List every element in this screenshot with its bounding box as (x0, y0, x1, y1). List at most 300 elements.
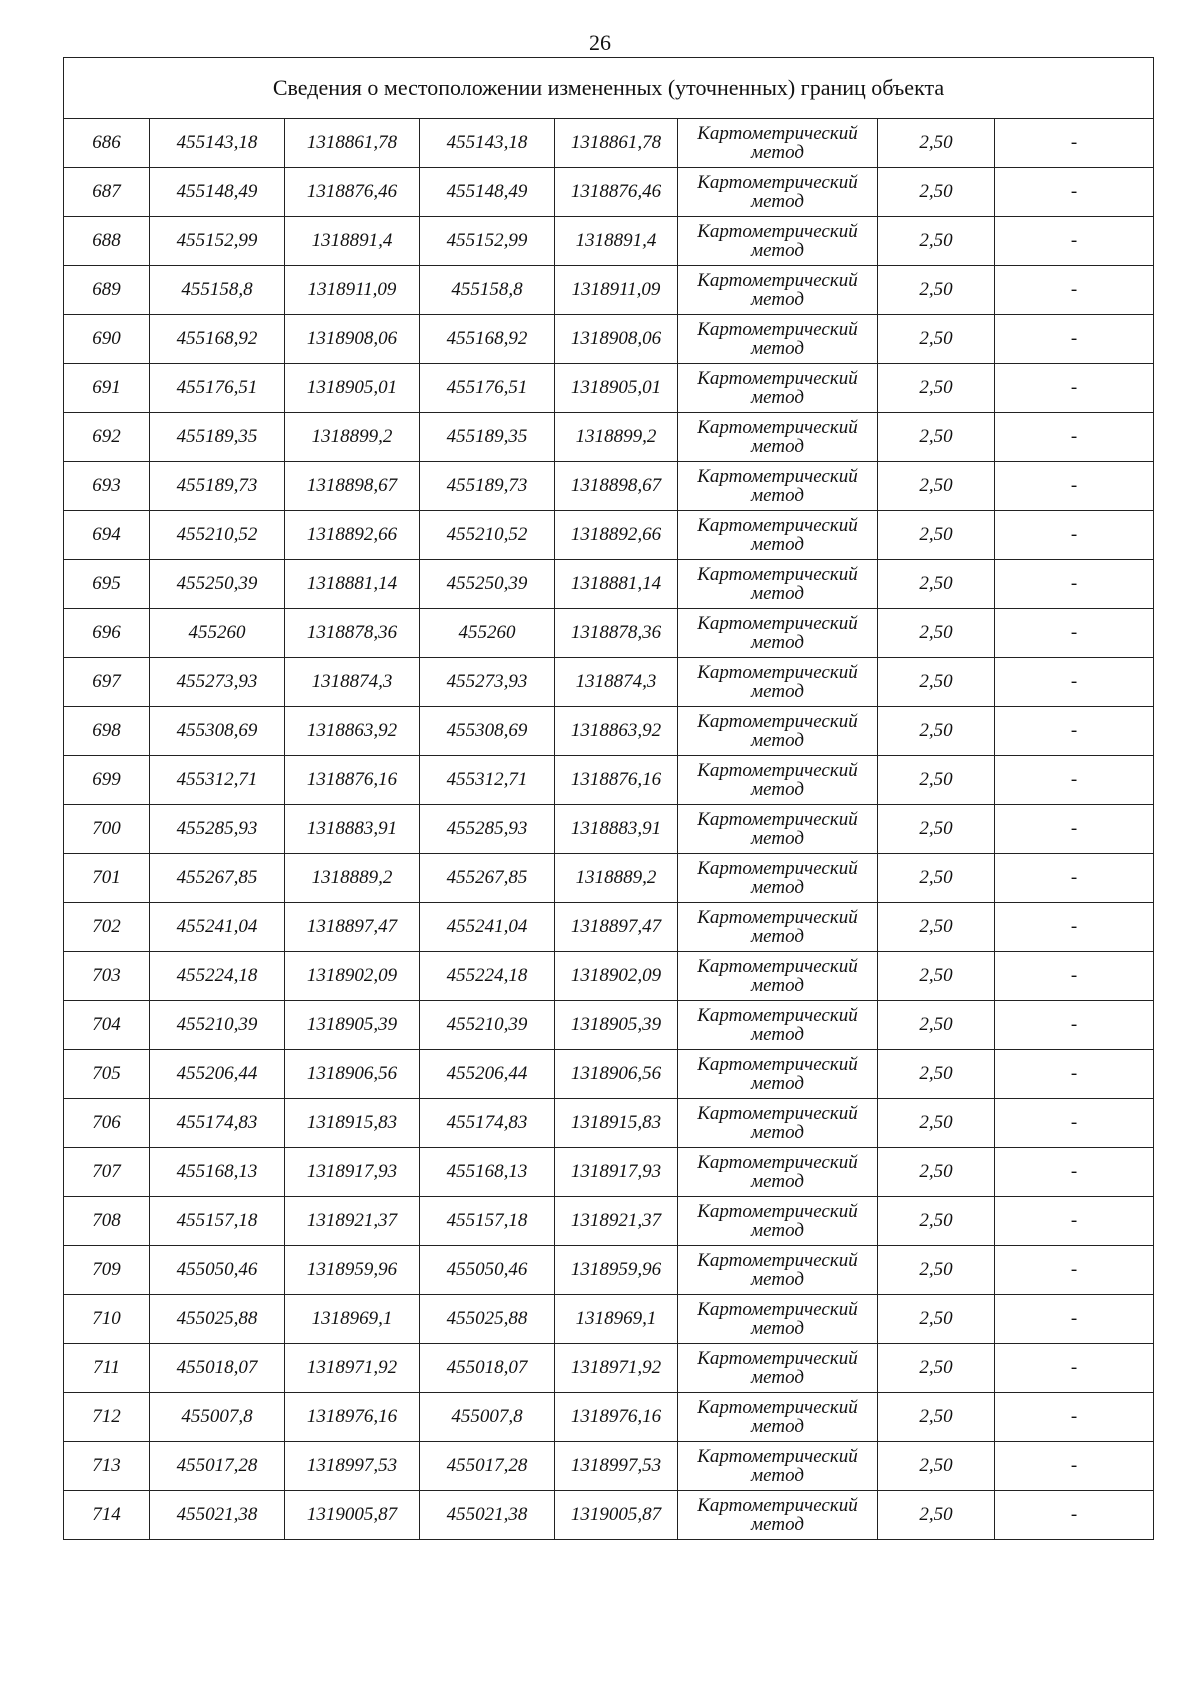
method-line-2: метод (751, 1465, 804, 1486)
existing-x-cell: 455312,71 (150, 756, 285, 805)
note-cell: - (995, 1442, 1154, 1491)
accuracy-cell: 2,50 (878, 413, 995, 462)
table-row (64, 560, 1154, 609)
refined-y-cell: 1318876,16 (555, 756, 678, 805)
accuracy-cell: 2,50 (878, 1295, 995, 1344)
method-cell (678, 364, 878, 413)
refined-y-cell: 1318892,66 (555, 511, 678, 560)
point-number-cell: 687 (64, 168, 150, 217)
point-number-cell: 714 (64, 1491, 150, 1540)
accuracy-cell: 2,50 (878, 364, 995, 413)
method-cell (678, 1099, 878, 1148)
existing-x-cell: 455241,04 (150, 903, 285, 952)
accuracy-cell: 2,50 (878, 1148, 995, 1197)
refined-y-cell: 1318908,06 (555, 315, 678, 364)
note-cell: - (995, 1295, 1154, 1344)
existing-x-cell: 455143,18 (150, 119, 285, 168)
point-number-cell: 703 (64, 952, 150, 1001)
note-cell: - (995, 1197, 1154, 1246)
method-line-2: метод (751, 877, 804, 898)
table-title-row (64, 58, 1154, 119)
note-cell: - (995, 1050, 1154, 1099)
point-number-cell: 691 (64, 364, 150, 413)
existing-y-cell: 1318905,01 (285, 364, 420, 413)
existing-y-cell: 1318889,2 (285, 854, 420, 903)
existing-x-cell: 455176,51 (150, 364, 285, 413)
refined-y-cell: 1318915,83 (555, 1099, 678, 1148)
point-number-cell: 697 (64, 658, 150, 707)
existing-x-cell: 455025,88 (150, 1295, 285, 1344)
method-line-1: Картометрический (697, 1250, 858, 1271)
method-cell (678, 1442, 878, 1491)
table-row (64, 658, 1154, 707)
point-number-cell: 706 (64, 1099, 150, 1148)
method-cell (678, 1491, 878, 1540)
method-line-1: Картометрический (697, 1495, 858, 1516)
method-cell (678, 805, 878, 854)
note-cell: - (995, 658, 1154, 707)
method-line-2: метод (751, 1171, 804, 1192)
method-cell (678, 168, 878, 217)
point-number-cell: 710 (64, 1295, 150, 1344)
table-title: Сведения о местоположении измененных (уточненных) границ объекта (64, 58, 1154, 119)
method-cell (678, 658, 878, 707)
accuracy-cell: 2,50 (878, 854, 995, 903)
existing-x-cell: 455017,28 (150, 1442, 285, 1491)
method-cell (678, 1393, 878, 1442)
existing-x-cell: 455148,49 (150, 168, 285, 217)
refined-x-cell: 455250,39 (420, 560, 555, 609)
table-row (64, 413, 1154, 462)
table-row (64, 217, 1154, 266)
method-cell (678, 1295, 878, 1344)
existing-y-cell: 1318959,96 (285, 1246, 420, 1295)
accuracy-cell: 2,50 (878, 1001, 995, 1050)
method-line-2: метод (751, 1024, 804, 1045)
method-cell (678, 1050, 878, 1099)
method-line-1: Картометрический (697, 760, 858, 781)
method-line-1: Картометрический (697, 417, 858, 438)
method-cell (678, 119, 878, 168)
accuracy-cell: 2,50 (878, 903, 995, 952)
method-line-1: Картометрический (697, 956, 858, 977)
method-line-1: Картометрический (697, 1005, 858, 1026)
table-row (64, 805, 1154, 854)
existing-x-cell: 455168,92 (150, 315, 285, 364)
note-cell: - (995, 952, 1154, 1001)
refined-x-cell: 455157,18 (420, 1197, 555, 1246)
table-row (64, 609, 1154, 658)
existing-y-cell: 1318915,83 (285, 1099, 420, 1148)
refined-y-cell: 1318898,67 (555, 462, 678, 511)
refined-y-cell: 1318878,36 (555, 609, 678, 658)
existing-y-cell: 1318891,4 (285, 217, 420, 266)
existing-x-cell: 455210,52 (150, 511, 285, 560)
table-row (64, 1393, 1154, 1442)
method-line-2: метод (751, 1220, 804, 1241)
method-line-1: Картометрический (697, 515, 858, 536)
note-cell: - (995, 560, 1154, 609)
existing-x-cell: 455021,38 (150, 1491, 285, 1540)
table-body (64, 58, 1154, 1540)
existing-x-cell: 455250,39 (150, 560, 285, 609)
method-line-2: метод (751, 730, 804, 751)
existing-x-cell: 455308,69 (150, 707, 285, 756)
refined-x-cell: 455273,93 (420, 658, 555, 707)
note-cell: - (995, 1246, 1154, 1295)
refined-x-cell: 455189,35 (420, 413, 555, 462)
refined-y-cell: 1318976,16 (555, 1393, 678, 1442)
refined-y-cell: 1318905,39 (555, 1001, 678, 1050)
existing-y-cell: 1318874,3 (285, 658, 420, 707)
table-row (64, 952, 1154, 1001)
refined-y-cell: 1318897,47 (555, 903, 678, 952)
accuracy-cell: 2,50 (878, 658, 995, 707)
refined-x-cell: 455050,46 (420, 1246, 555, 1295)
table-row (64, 1148, 1154, 1197)
refined-y-cell: 1318906,56 (555, 1050, 678, 1099)
refined-x-cell: 455210,39 (420, 1001, 555, 1050)
refined-x-cell: 455007,8 (420, 1393, 555, 1442)
note-cell: - (995, 1099, 1154, 1148)
existing-y-cell: 1318908,06 (285, 315, 420, 364)
method-cell (678, 413, 878, 462)
method-line-2: метод (751, 583, 804, 604)
method-line-1: Картометрический (697, 1446, 858, 1467)
refined-y-cell: 1318876,46 (555, 168, 678, 217)
existing-y-cell: 1318917,93 (285, 1148, 420, 1197)
method-line-1: Картометрический (697, 1054, 858, 1075)
refined-x-cell: 455025,88 (420, 1295, 555, 1344)
refined-x-cell: 455168,13 (420, 1148, 555, 1197)
table-row (64, 756, 1154, 805)
method-line-1: Картометрический (697, 1299, 858, 1320)
point-number-cell: 696 (64, 609, 150, 658)
existing-x-cell: 455152,99 (150, 217, 285, 266)
existing-x-cell: 455260 (150, 609, 285, 658)
table-row (64, 903, 1154, 952)
existing-y-cell: 1318881,14 (285, 560, 420, 609)
existing-y-cell: 1318892,66 (285, 511, 420, 560)
method-line-2: метод (751, 1073, 804, 1094)
accuracy-cell: 2,50 (878, 511, 995, 560)
note-cell: - (995, 1148, 1154, 1197)
refined-x-cell: 455210,52 (420, 511, 555, 560)
method-cell (678, 707, 878, 756)
point-number-cell: 692 (64, 413, 150, 462)
table-row (64, 119, 1154, 168)
method-cell (678, 854, 878, 903)
point-number-cell: 689 (64, 266, 150, 315)
point-number-cell: 704 (64, 1001, 150, 1050)
point-number-cell: 693 (64, 462, 150, 511)
note-cell: - (995, 217, 1154, 266)
existing-y-cell: 1318997,53 (285, 1442, 420, 1491)
note-cell: - (995, 1393, 1154, 1442)
method-line-2: метод (751, 1367, 804, 1388)
table-row (64, 315, 1154, 364)
method-line-1: Картометрический (697, 564, 858, 585)
existing-y-cell: 1318906,56 (285, 1050, 420, 1099)
table-row (64, 1099, 1154, 1148)
existing-y-cell: 1318976,16 (285, 1393, 420, 1442)
refined-y-cell: 1318902,09 (555, 952, 678, 1001)
note-cell: - (995, 462, 1154, 511)
point-number-cell: 700 (64, 805, 150, 854)
existing-y-cell: 1318883,91 (285, 805, 420, 854)
method-line-2: метод (751, 1514, 804, 1535)
existing-x-cell: 455285,93 (150, 805, 285, 854)
refined-x-cell: 455143,18 (420, 119, 555, 168)
table-row (64, 364, 1154, 413)
accuracy-cell: 2,50 (878, 119, 995, 168)
method-cell (678, 903, 878, 952)
note-cell: - (995, 413, 1154, 462)
point-number-cell: 712 (64, 1393, 150, 1442)
method-line-2: метод (751, 828, 804, 849)
boundary-coordinates-table (63, 57, 1154, 1540)
point-number-cell: 688 (64, 217, 150, 266)
refined-x-cell: 455174,83 (420, 1099, 555, 1148)
method-line-2: метод (751, 240, 804, 261)
method-line-1: Картометрический (697, 613, 858, 634)
accuracy-cell: 2,50 (878, 217, 995, 266)
accuracy-cell: 2,50 (878, 1491, 995, 1540)
refined-x-cell: 455168,92 (420, 315, 555, 364)
method-line-1: Картометрический (697, 1397, 858, 1418)
accuracy-cell: 2,50 (878, 560, 995, 609)
method-line-2: метод (751, 387, 804, 408)
method-line-2: метод (751, 779, 804, 800)
existing-y-cell: 1318876,16 (285, 756, 420, 805)
existing-y-cell: 1318898,67 (285, 462, 420, 511)
method-line-1: Картометрический (697, 368, 858, 389)
existing-y-cell: 1318863,92 (285, 707, 420, 756)
point-number-cell: 702 (64, 903, 150, 952)
method-line-1: Картометрический (697, 1103, 858, 1124)
refined-y-cell: 1318971,92 (555, 1344, 678, 1393)
method-cell (678, 1148, 878, 1197)
existing-y-cell: 1318911,09 (285, 266, 420, 315)
method-line-2: метод (751, 681, 804, 702)
accuracy-cell: 2,50 (878, 952, 995, 1001)
point-number-cell: 698 (64, 707, 150, 756)
method-line-1: Картометрический (697, 319, 858, 340)
point-number-cell: 707 (64, 1148, 150, 1197)
accuracy-cell: 2,50 (878, 168, 995, 217)
refined-x-cell: 455021,38 (420, 1491, 555, 1540)
accuracy-cell: 2,50 (878, 1246, 995, 1295)
method-cell (678, 756, 878, 805)
method-line-2: метод (751, 1318, 804, 1339)
refined-x-cell: 455018,07 (420, 1344, 555, 1393)
point-number-cell: 686 (64, 119, 150, 168)
refined-x-cell: 455267,85 (420, 854, 555, 903)
refined-y-cell: 1318883,91 (555, 805, 678, 854)
method-cell (678, 1344, 878, 1393)
refined-x-cell: 455148,49 (420, 168, 555, 217)
accuracy-cell: 2,50 (878, 315, 995, 364)
note-cell: - (995, 854, 1154, 903)
table-row (64, 854, 1154, 903)
refined-y-cell: 1318889,2 (555, 854, 678, 903)
existing-x-cell: 455189,35 (150, 413, 285, 462)
refined-y-cell: 1318891,4 (555, 217, 678, 266)
table-row (64, 1001, 1154, 1050)
method-line-1: Картометрический (697, 1201, 858, 1222)
method-line-1: Картометрический (697, 466, 858, 487)
point-number-cell: 690 (64, 315, 150, 364)
method-line-2: метод (751, 1416, 804, 1437)
method-line-1: Картометрический (697, 123, 858, 144)
method-line-2: метод (751, 436, 804, 457)
existing-x-cell: 455273,93 (150, 658, 285, 707)
accuracy-cell: 2,50 (878, 1442, 995, 1491)
accuracy-cell: 2,50 (878, 609, 995, 658)
refined-x-cell: 455158,8 (420, 266, 555, 315)
refined-y-cell: 1318863,92 (555, 707, 678, 756)
refined-x-cell: 455189,73 (420, 462, 555, 511)
accuracy-cell: 2,50 (878, 1050, 995, 1099)
refined-y-cell: 1318969,1 (555, 1295, 678, 1344)
point-number-cell: 708 (64, 1197, 150, 1246)
existing-x-cell: 455174,83 (150, 1099, 285, 1148)
accuracy-cell: 2,50 (878, 1099, 995, 1148)
refined-x-cell: 455312,71 (420, 756, 555, 805)
refined-y-cell: 1319005,87 (555, 1491, 678, 1540)
method-line-2: метод (751, 191, 804, 212)
point-number-cell: 705 (64, 1050, 150, 1099)
accuracy-cell: 2,50 (878, 266, 995, 315)
table-row (64, 1442, 1154, 1491)
existing-y-cell: 1318899,2 (285, 413, 420, 462)
note-cell: - (995, 364, 1154, 413)
method-line-2: метод (751, 632, 804, 653)
table-row (64, 266, 1154, 315)
existing-x-cell: 455157,18 (150, 1197, 285, 1246)
point-number-cell: 695 (64, 560, 150, 609)
method-line-1: Картометрический (697, 1152, 858, 1173)
method-cell (678, 315, 878, 364)
method-line-2: метод (751, 1122, 804, 1143)
table-row (64, 707, 1154, 756)
note-cell: - (995, 609, 1154, 658)
method-line-2: метод (751, 289, 804, 310)
note-cell: - (995, 756, 1154, 805)
table-row (64, 1491, 1154, 1540)
table-row (64, 462, 1154, 511)
method-cell (678, 1197, 878, 1246)
existing-x-cell: 455224,18 (150, 952, 285, 1001)
refined-x-cell: 455285,93 (420, 805, 555, 854)
existing-x-cell: 455007,8 (150, 1393, 285, 1442)
note-cell: - (995, 903, 1154, 952)
refined-y-cell: 1318861,78 (555, 119, 678, 168)
refined-y-cell: 1318921,37 (555, 1197, 678, 1246)
point-number-cell: 713 (64, 1442, 150, 1491)
table-row (64, 1295, 1154, 1344)
point-number-cell: 701 (64, 854, 150, 903)
point-number-cell: 709 (64, 1246, 150, 1295)
note-cell: - (995, 1344, 1154, 1393)
accuracy-cell: 2,50 (878, 805, 995, 854)
refined-x-cell: 455308,69 (420, 707, 555, 756)
refined-y-cell: 1318997,53 (555, 1442, 678, 1491)
refined-y-cell: 1318917,93 (555, 1148, 678, 1197)
existing-x-cell: 455189,73 (150, 462, 285, 511)
note-cell: - (995, 707, 1154, 756)
method-line-2: метод (751, 975, 804, 996)
note-cell: - (995, 315, 1154, 364)
note-cell: - (995, 168, 1154, 217)
method-line-2: метод (751, 534, 804, 555)
table-row (64, 1197, 1154, 1246)
existing-x-cell: 455168,13 (150, 1148, 285, 1197)
method-cell (678, 511, 878, 560)
refined-x-cell: 455017,28 (420, 1442, 555, 1491)
table-row (64, 1344, 1154, 1393)
note-cell: - (995, 805, 1154, 854)
refined-y-cell: 1318881,14 (555, 560, 678, 609)
point-number-cell: 711 (64, 1344, 150, 1393)
table-row (64, 168, 1154, 217)
refined-y-cell: 1318905,01 (555, 364, 678, 413)
existing-y-cell: 1318861,78 (285, 119, 420, 168)
existing-x-cell: 455018,07 (150, 1344, 285, 1393)
existing-y-cell: 1318971,92 (285, 1344, 420, 1393)
method-cell (678, 609, 878, 658)
method-cell (678, 560, 878, 609)
method-line-1: Картометрический (697, 711, 858, 732)
existing-x-cell: 455050,46 (150, 1246, 285, 1295)
method-line-1: Картометрический (697, 662, 858, 683)
accuracy-cell: 2,50 (878, 1344, 995, 1393)
method-cell (678, 952, 878, 1001)
note-cell: - (995, 511, 1154, 560)
existing-x-cell: 455267,85 (150, 854, 285, 903)
existing-y-cell: 1319005,87 (285, 1491, 420, 1540)
existing-y-cell: 1318969,1 (285, 1295, 420, 1344)
method-line-2: метод (751, 485, 804, 506)
method-line-1: Картометрический (697, 1348, 858, 1369)
existing-x-cell: 455206,44 (150, 1050, 285, 1099)
method-line-2: метод (751, 338, 804, 359)
note-cell: - (995, 1001, 1154, 1050)
method-line-2: метод (751, 926, 804, 947)
note-cell: - (995, 266, 1154, 315)
existing-x-cell: 455210,39 (150, 1001, 285, 1050)
method-cell (678, 266, 878, 315)
existing-y-cell: 1318878,36 (285, 609, 420, 658)
existing-y-cell: 1318876,46 (285, 168, 420, 217)
method-line-1: Картометрический (697, 270, 858, 291)
table-row (64, 1246, 1154, 1295)
method-cell (678, 217, 878, 266)
table-row (64, 511, 1154, 560)
refined-y-cell: 1318874,3 (555, 658, 678, 707)
note-cell: - (995, 119, 1154, 168)
refined-x-cell: 455224,18 (420, 952, 555, 1001)
existing-y-cell: 1318897,47 (285, 903, 420, 952)
accuracy-cell: 2,50 (878, 707, 995, 756)
refined-x-cell: 455206,44 (420, 1050, 555, 1099)
accuracy-cell: 2,50 (878, 1393, 995, 1442)
method-line-1: Картометрический (697, 858, 858, 879)
method-line-1: Картометрический (697, 172, 858, 193)
accuracy-cell: 2,50 (878, 462, 995, 511)
page-number: 26 (589, 30, 611, 55)
refined-x-cell: 455260 (420, 609, 555, 658)
